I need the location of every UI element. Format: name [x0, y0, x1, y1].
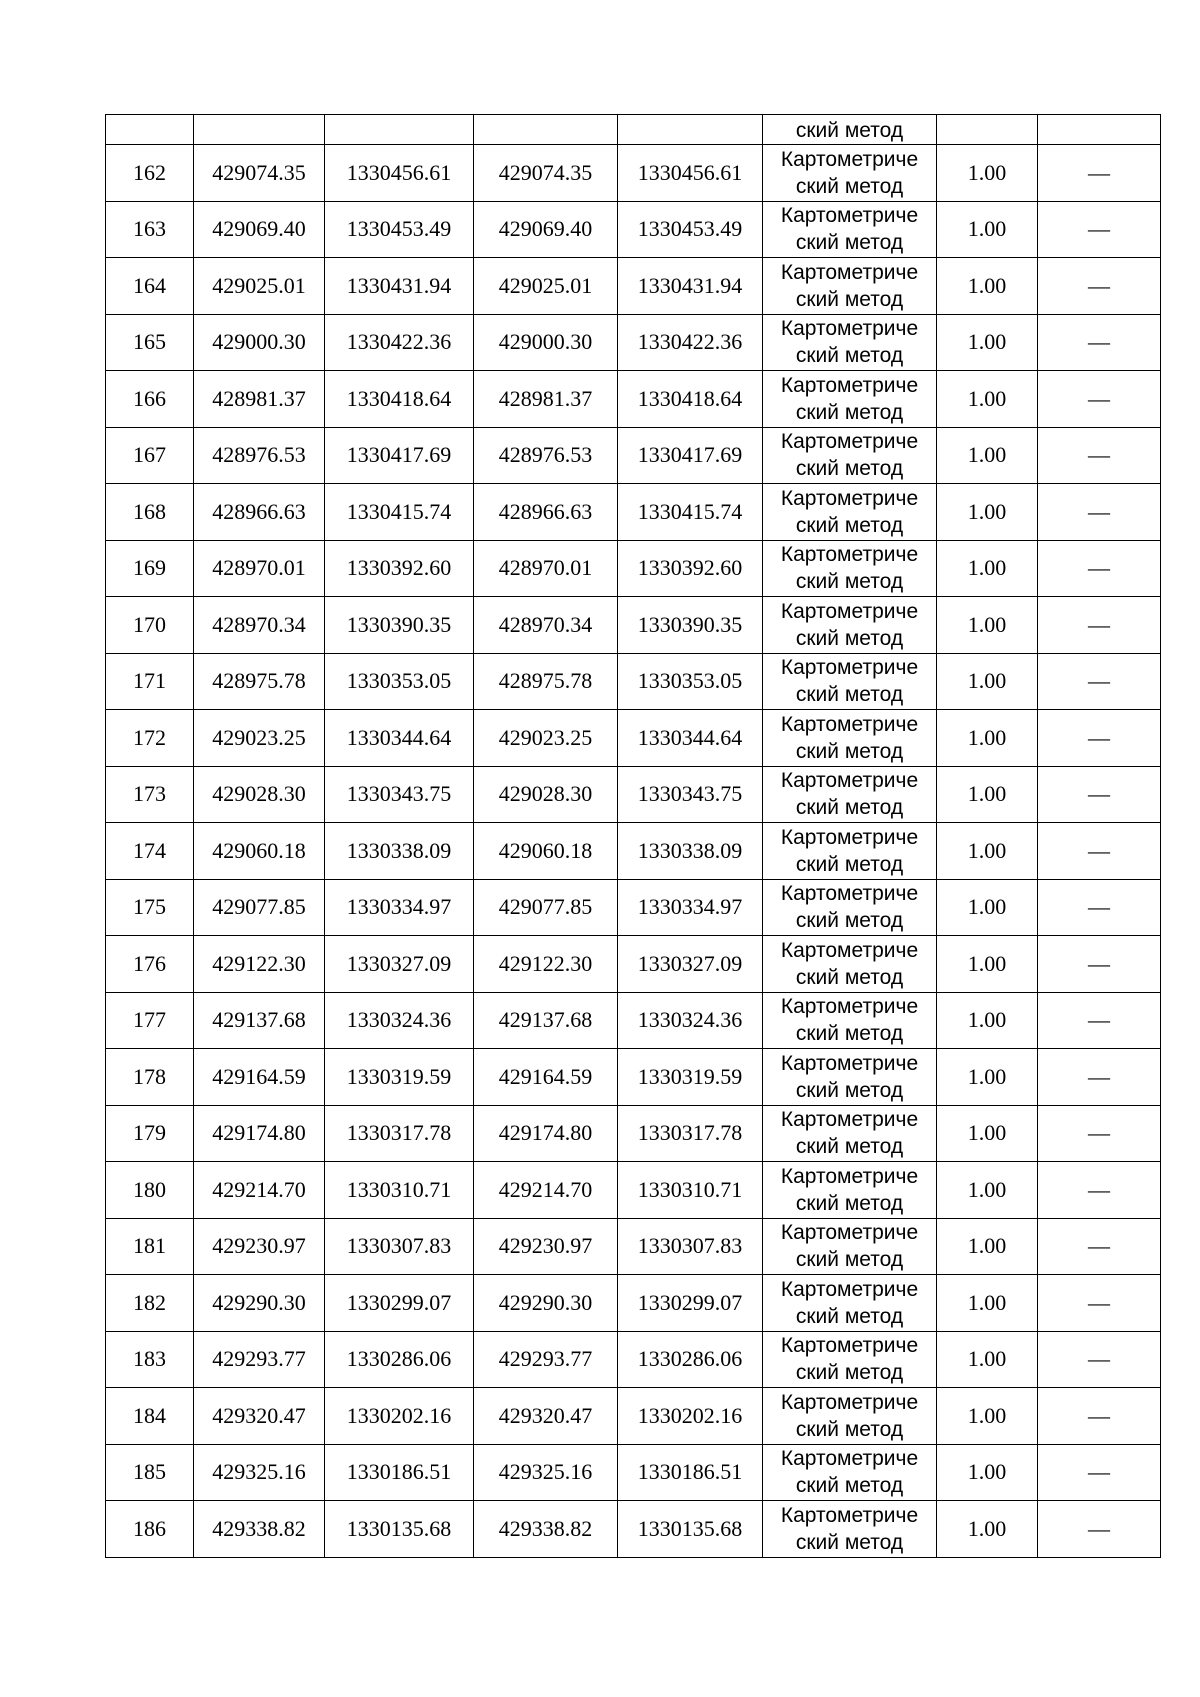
method-line-2: ский метод [795, 626, 904, 650]
cell-y-refined: 1330415.74 [618, 484, 763, 541]
cell-number: 182 [106, 1275, 194, 1332]
method-line-1: Картометриче [780, 882, 919, 906]
cell-note [1038, 115, 1161, 145]
cell-method [763, 766, 937, 823]
method-line-2: ский метод [795, 1361, 904, 1385]
cell-note: — [1038, 314, 1161, 371]
method-line-1: Картометриче [780, 599, 919, 623]
cell-number: 180 [106, 1162, 194, 1219]
cell-y-refined: 1330307.83 [618, 1218, 763, 1275]
table-body [106, 115, 1161, 1558]
cell-number: 166 [106, 371, 194, 428]
cell-y-refined: 1330135.68 [618, 1501, 763, 1558]
cell-y-existing: 1330135.68 [325, 1501, 474, 1558]
cell-note: — [1038, 1444, 1161, 1501]
cell-method [763, 1218, 937, 1275]
cell-accuracy: 1.00 [937, 879, 1038, 936]
cell-method [763, 936, 937, 993]
table-row [106, 427, 1161, 484]
cell-method [763, 1105, 937, 1162]
table-row [106, 597, 1161, 654]
method-line-1: Картометриче [780, 1447, 919, 1471]
cell-method [763, 371, 937, 428]
cell-accuracy: 1.00 [937, 936, 1038, 993]
cell-x-existing: 428981.37 [194, 371, 325, 428]
cell-x-existing: 429325.16 [194, 1444, 325, 1501]
cell-y-refined: 1330392.60 [618, 540, 763, 597]
cell-accuracy: 1.00 [937, 992, 1038, 1049]
cell-number: 183 [106, 1331, 194, 1388]
cell-accuracy: 1.00 [937, 484, 1038, 541]
cell-accuracy: 1.00 [937, 145, 1038, 202]
method-line-1: Картометриче [780, 486, 919, 510]
cell-x-existing: 429025.01 [194, 258, 325, 315]
method-line-2: ский метод [795, 513, 904, 537]
cell-x-refined: 428975.78 [474, 653, 618, 710]
cell-note: — [1038, 653, 1161, 710]
cell-y-refined: 1330202.16 [618, 1388, 763, 1445]
table-row [106, 1444, 1161, 1501]
cell-number: 163 [106, 201, 194, 258]
cell-accuracy: 1.00 [937, 1388, 1038, 1445]
method-line-1: Картометриче [780, 656, 919, 680]
method-line-1: Картометриче [780, 1503, 919, 1527]
cell-number: 177 [106, 992, 194, 1049]
cell-note: — [1038, 1105, 1161, 1162]
cell-accuracy: 1.00 [937, 1218, 1038, 1275]
cell-x-refined: 428970.01 [474, 540, 618, 597]
cell-y-existing: 1330417.69 [325, 427, 474, 484]
cell-x-existing: 429060.18 [194, 823, 325, 880]
cell-y-refined: 1330453.49 [618, 201, 763, 258]
cell-method [763, 314, 937, 371]
cell-number: 173 [106, 766, 194, 823]
cell-x-refined: 429025.01 [474, 258, 618, 315]
method-line-2: ский метод [795, 400, 904, 424]
method-line-1: Картометриче [780, 995, 919, 1019]
cell-y-refined: 1330344.64 [618, 710, 763, 767]
cell-accuracy: 1.00 [937, 1105, 1038, 1162]
cell-y-existing: 1330299.07 [325, 1275, 474, 1332]
cell-number: 165 [106, 314, 194, 371]
cell-y-refined: 1330431.94 [618, 258, 763, 315]
cell-x-existing: 429077.85 [194, 879, 325, 936]
cell-number: 175 [106, 879, 194, 936]
table-row [106, 484, 1161, 541]
method-line-2: ский метод [795, 344, 904, 368]
cell-method: ский метод [763, 115, 937, 145]
table-row [106, 314, 1161, 371]
continuation-row [106, 115, 1161, 145]
cell-y-refined: 1330418.64 [618, 371, 763, 428]
cell-note: — [1038, 992, 1161, 1049]
cell-method [763, 258, 937, 315]
table-row [106, 766, 1161, 823]
method-line-1: Картометриче [780, 1334, 919, 1358]
cell-note: — [1038, 540, 1161, 597]
table-row [106, 823, 1161, 880]
cell-x-existing: 429174.80 [194, 1105, 325, 1162]
method-line-1: Картометриче [780, 204, 919, 228]
cell-method [763, 1049, 937, 1106]
cell-x-refined: 429028.30 [474, 766, 618, 823]
cell-y-refined: 1330456.61 [618, 145, 763, 202]
cell-method [763, 879, 937, 936]
cell-number: 170 [106, 597, 194, 654]
table-row [106, 1275, 1161, 1332]
method-line-1: Картометриче [780, 1221, 919, 1245]
method-line-2: ский метод [795, 457, 904, 481]
cell-x-refined: 429077.85 [474, 879, 618, 936]
cell-y-refined [618, 115, 763, 145]
cell-y-existing: 1330310.71 [325, 1162, 474, 1219]
cell-method [763, 1388, 937, 1445]
cell-method [763, 597, 937, 654]
cell-y-refined: 1330334.97 [618, 879, 763, 936]
method-line-1: Картометриче [780, 1164, 919, 1188]
cell-y-refined: 1330317.78 [618, 1105, 763, 1162]
cell-y-existing: 1330286.06 [325, 1331, 474, 1388]
cell-note: — [1038, 371, 1161, 428]
table-row [106, 653, 1161, 710]
cell-number: 164 [106, 258, 194, 315]
cell-accuracy: 1.00 [937, 1162, 1038, 1219]
cell-accuracy: 1.00 [937, 597, 1038, 654]
cell-x-existing: 429338.82 [194, 1501, 325, 1558]
cell-y-existing: 1330334.97 [325, 879, 474, 936]
cell-x-refined: 429320.47 [474, 1388, 618, 1445]
cell-method [763, 710, 937, 767]
table-row [106, 710, 1161, 767]
cell-y-refined: 1330343.75 [618, 766, 763, 823]
table-row [106, 371, 1161, 428]
cell-method [763, 1275, 937, 1332]
cell-note: — [1038, 1162, 1161, 1219]
cell-method [763, 1162, 937, 1219]
cell-number: 169 [106, 540, 194, 597]
method-line-2: ский метод [795, 231, 904, 255]
cell-x-refined: 429074.35 [474, 145, 618, 202]
cell-y-existing: 1330390.35 [325, 597, 474, 654]
cell-x-refined [474, 115, 618, 145]
method-line-2: ский метод [795, 1078, 904, 1102]
table-row [106, 1162, 1161, 1219]
cell-x-refined: 429069.40 [474, 201, 618, 258]
cell-y-refined: 1330324.36 [618, 992, 763, 1049]
method-line-1: Картометриче [780, 317, 919, 341]
cell-number: 167 [106, 427, 194, 484]
cell-y-refined: 1330286.06 [618, 1331, 763, 1388]
method-line-2: ский метод [795, 852, 904, 876]
cell-y-refined: 1330299.07 [618, 1275, 763, 1332]
table-row [106, 145, 1161, 202]
cell-accuracy: 1.00 [937, 1275, 1038, 1332]
cell-y-existing: 1330453.49 [325, 201, 474, 258]
method-line-2: ский метод [795, 1417, 904, 1441]
cell-note: — [1038, 597, 1161, 654]
cell-x-existing: 429074.35 [194, 145, 325, 202]
cell-y-refined: 1330417.69 [618, 427, 763, 484]
cell-accuracy: 1.00 [937, 1501, 1038, 1558]
cell-accuracy: 1.00 [937, 371, 1038, 428]
cell-method [763, 1444, 937, 1501]
cell-x-existing: 429290.30 [194, 1275, 325, 1332]
table-row [106, 936, 1161, 993]
cell-y-existing: 1330317.78 [325, 1105, 474, 1162]
method-line-1: Картометриче [780, 712, 919, 736]
cell-note: — [1038, 1275, 1161, 1332]
cell-number: 179 [106, 1105, 194, 1162]
cell-y-existing: 1330431.94 [325, 258, 474, 315]
method-line-1: Картометриче [780, 938, 919, 962]
cell-x-refined: 429325.16 [474, 1444, 618, 1501]
method-line-1: Картометриче [780, 769, 919, 793]
cell-method [763, 1501, 937, 1558]
cell-x-existing: 429069.40 [194, 201, 325, 258]
cell-y-existing: 1330353.05 [325, 653, 474, 710]
cell-x-refined: 428970.34 [474, 597, 618, 654]
cell-number: 168 [106, 484, 194, 541]
method-line-2: ский метод [795, 1474, 904, 1498]
cell-accuracy: 1.00 [937, 1331, 1038, 1388]
cell-x-existing [194, 115, 325, 145]
table-row [106, 1501, 1161, 1558]
cell-note: — [1038, 484, 1161, 541]
cell-note: — [1038, 201, 1161, 258]
method-line-1: Картометриче [780, 1277, 919, 1301]
cell-y-existing: 1330307.83 [325, 1218, 474, 1275]
cell-number: 162 [106, 145, 194, 202]
cell-accuracy: 1.00 [937, 258, 1038, 315]
cell-y-existing: 1330186.51 [325, 1444, 474, 1501]
cell-x-existing: 428976.53 [194, 427, 325, 484]
cell-accuracy: 1.00 [937, 540, 1038, 597]
cell-x-refined: 429214.70 [474, 1162, 618, 1219]
cell-note: — [1038, 823, 1161, 880]
cell-x-existing: 429214.70 [194, 1162, 325, 1219]
cell-x-existing: 429164.59 [194, 1049, 325, 1106]
cell-y-refined: 1330186.51 [618, 1444, 763, 1501]
table-row [106, 540, 1161, 597]
cell-y-existing: 1330324.36 [325, 992, 474, 1049]
method-line-2: ский метод [795, 1191, 904, 1215]
cell-y-refined: 1330422.36 [618, 314, 763, 371]
cell-accuracy [937, 115, 1038, 145]
cell-x-refined: 429137.68 [474, 992, 618, 1049]
cell-number: 176 [106, 936, 194, 993]
cell-number: 172 [106, 710, 194, 767]
cell-number: 178 [106, 1049, 194, 1106]
cell-number: 171 [106, 653, 194, 710]
cell-method [763, 145, 937, 202]
cell-x-existing: 429028.30 [194, 766, 325, 823]
cell-method [763, 992, 937, 1049]
cell-x-refined: 429338.82 [474, 1501, 618, 1558]
table-row [106, 201, 1161, 258]
cell-x-refined: 429290.30 [474, 1275, 618, 1332]
cell-note: — [1038, 145, 1161, 202]
cell-accuracy: 1.00 [937, 823, 1038, 880]
cell-x-existing: 429023.25 [194, 710, 325, 767]
coordinates-table [105, 114, 1161, 1558]
method-line-2: ский метод [795, 1530, 904, 1554]
cell-x-refined: 429164.59 [474, 1049, 618, 1106]
cell-note: — [1038, 1331, 1161, 1388]
method-line-2: ский метод [795, 909, 904, 933]
cell-y-existing: 1330392.60 [325, 540, 474, 597]
cell-x-refined: 429060.18 [474, 823, 618, 880]
cell-accuracy: 1.00 [937, 653, 1038, 710]
method-line-1: Картометриче [780, 147, 919, 171]
method-line-2: ский метод [795, 739, 904, 763]
cell-y-existing: 1330422.36 [325, 314, 474, 371]
cell-x-refined: 429000.30 [474, 314, 618, 371]
cell-method [763, 427, 937, 484]
method-line-2: ский метод [795, 1135, 904, 1159]
cell-x-refined: 428966.63 [474, 484, 618, 541]
cell-x-refined: 428976.53 [474, 427, 618, 484]
cell-x-refined: 429293.77 [474, 1331, 618, 1388]
method-line-2: ский метод [795, 174, 904, 198]
cell-x-existing: 428975.78 [194, 653, 325, 710]
cell-note: — [1038, 766, 1161, 823]
cell-x-existing: 429137.68 [194, 992, 325, 1049]
cell-number: 181 [106, 1218, 194, 1275]
cell-y-refined: 1330353.05 [618, 653, 763, 710]
method-line-1: Картометриче [780, 430, 919, 454]
cell-y-existing: 1330418.64 [325, 371, 474, 428]
cell-x-refined: 429023.25 [474, 710, 618, 767]
method-line-2: ский метод [795, 683, 904, 707]
table-row [106, 1105, 1161, 1162]
method-line-1: Картометриче [780, 825, 919, 849]
cell-y-existing: 1330415.74 [325, 484, 474, 541]
method-line-2: ский метод [795, 796, 904, 820]
cell-x-refined: 429174.80 [474, 1105, 618, 1162]
method-line-2: ский метод [795, 1022, 904, 1046]
cell-method [763, 653, 937, 710]
cell-method [763, 823, 937, 880]
method-line-1: Картометриче [780, 543, 919, 567]
cell-x-refined: 428981.37 [474, 371, 618, 428]
cell-note: — [1038, 1501, 1161, 1558]
cell-y-refined: 1330319.59 [618, 1049, 763, 1106]
cell-number [106, 115, 194, 145]
cell-note: — [1038, 1388, 1161, 1445]
table-row [106, 1218, 1161, 1275]
table-row [106, 992, 1161, 1049]
cell-x-existing: 428970.01 [194, 540, 325, 597]
method-line-1: Картометриче [780, 260, 919, 284]
method-line-2: ский метод [795, 965, 904, 989]
method-line-1: Картометриче [780, 373, 919, 397]
cell-x-existing: 429000.30 [194, 314, 325, 371]
cell-y-existing: 1330344.64 [325, 710, 474, 767]
table-row [106, 1388, 1161, 1445]
cell-x-existing: 429122.30 [194, 936, 325, 993]
cell-note: — [1038, 1049, 1161, 1106]
cell-x-refined: 429230.97 [474, 1218, 618, 1275]
cell-y-existing: 1330456.61 [325, 145, 474, 202]
cell-accuracy: 1.00 [937, 1049, 1038, 1106]
table-row [106, 1049, 1161, 1106]
cell-y-existing [325, 115, 474, 145]
cell-accuracy: 1.00 [937, 1444, 1038, 1501]
cell-x-refined: 429122.30 [474, 936, 618, 993]
cell-method [763, 540, 937, 597]
cell-x-existing: 429320.47 [194, 1388, 325, 1445]
cell-method [763, 201, 937, 258]
method-line-2: ский метод [795, 287, 904, 311]
cell-method [763, 484, 937, 541]
table-row [106, 1331, 1161, 1388]
method-line-1: Картометриче [780, 1390, 919, 1414]
cell-accuracy: 1.00 [937, 710, 1038, 767]
cell-note: — [1038, 258, 1161, 315]
table-row [106, 879, 1161, 936]
cell-number: 174 [106, 823, 194, 880]
cell-x-existing: 428970.34 [194, 597, 325, 654]
cell-accuracy: 1.00 [937, 766, 1038, 823]
cell-y-existing: 1330327.09 [325, 936, 474, 993]
cell-y-refined: 1330327.09 [618, 936, 763, 993]
cell-note: — [1038, 427, 1161, 484]
cell-y-refined: 1330338.09 [618, 823, 763, 880]
cell-y-existing: 1330202.16 [325, 1388, 474, 1445]
cell-y-existing: 1330343.75 [325, 766, 474, 823]
cell-x-existing: 429230.97 [194, 1218, 325, 1275]
cell-y-existing: 1330338.09 [325, 823, 474, 880]
cell-number: 184 [106, 1388, 194, 1445]
cell-note: — [1038, 1218, 1161, 1275]
cell-accuracy: 1.00 [937, 427, 1038, 484]
method-line-1: Картометриче [780, 1108, 919, 1132]
cell-y-refined: 1330390.35 [618, 597, 763, 654]
cell-x-existing: 428966.63 [194, 484, 325, 541]
cell-y-existing: 1330319.59 [325, 1049, 474, 1106]
cell-accuracy: 1.00 [937, 201, 1038, 258]
cell-note: — [1038, 710, 1161, 767]
method-line-2: ский метод [795, 1248, 904, 1272]
cell-number: 185 [106, 1444, 194, 1501]
cell-y-refined: 1330310.71 [618, 1162, 763, 1219]
method-line-2: ский метод [795, 1304, 904, 1328]
cell-method [763, 1331, 937, 1388]
cell-x-existing: 429293.77 [194, 1331, 325, 1388]
cell-number: 186 [106, 1501, 194, 1558]
cell-note: — [1038, 936, 1161, 993]
table-row [106, 258, 1161, 315]
method-line-2: ский метод [795, 570, 904, 594]
method-line-1: Картометриче [780, 1051, 919, 1075]
cell-accuracy: 1.00 [937, 314, 1038, 371]
cell-note: — [1038, 879, 1161, 936]
